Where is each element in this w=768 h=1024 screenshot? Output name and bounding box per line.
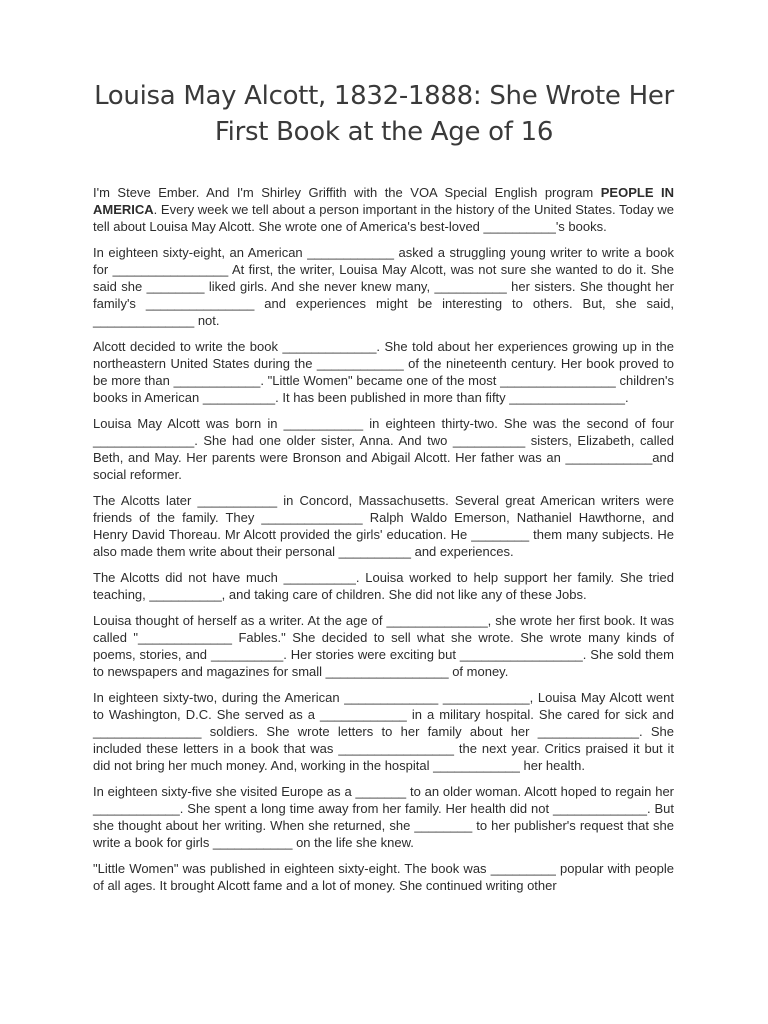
paragraph: In eighteen sixty-eight, an American ____________ asked a struggling young writer to write a book for ________________ At first, the writer, Louisa May Alcott, was not sure she wanted to do it. She said she ________ liked girls. And she never knew many, __________ her sisters. She thought her family's _______________ and experiences might be interesting to others. But, she said, ______________ not. [93, 245, 674, 328]
paragraph: The Alcotts did not have much __________. Louisa worked to help support her family. She tried teaching, __________, and taking care of children. She did not like any of these Jobs. [93, 570, 674, 602]
paragraph: The Alcotts later ___________ in Concord, Massachusetts. Several great American writers were friends of the family. They ______________ Ralph Waldo Emerson, Nathaniel Hawthorne, and Henry David Thoreau. Mr Alcott provided the girls' education. He ________ them many subjects. He also made them write about their personal __________ and experiences. [93, 493, 674, 559]
intro-text: I'm Steve Ember. And I'm Shirley Griffith with the VOA Special English program [93, 185, 601, 200]
paragraph-intro [93, 184, 674, 235]
paragraph: Alcott decided to write the book _____________. She told about her experiences growing up in the northeastern United States during the ____________ of the nineteenth century. Her book proved to be more than ____________. "Little Women" became one of the most ________________ children's books in American __________. It has been published in more than fifty ________________. [93, 339, 674, 405]
paragraph: "Little Women" was published in eighteen sixty-eight. The book was _________ popular with people of all ages. It brought Alcott fame and a lot of money. She continued writing other [93, 861, 674, 893]
title-line-2: First Book at the Age of 16 [214, 117, 554, 147]
title-line-1: Louisa May Alcott, 1832-1888: She Wrote Her [94, 81, 674, 111]
page-title [60, 78, 708, 150]
paragraph: Louisa May Alcott was born in ___________ in eighteen thirty-two. She was the second of four ______________. She had one older sister, Anna. And two __________ sisters, Elizabeth, called Beth, and May. Her parents were Bronson and Abigail Alcott. Her father was an ____________and social reformer. [93, 416, 674, 482]
paragraph: In eighteen sixty-two, during the American _____________ ____________, Louisa May Alcott went to Washington, D.C. She served as a ____________ in a military hospital. She cared for sick and _______________ soldiers. She wrote letters to her family about her ______________. She included these letters in a book that was ________________ the next year. Critics praised it but it did not bring her much money. And, working in the hospital ____________ her health. [93, 690, 674, 773]
article-body [93, 184, 674, 903]
paragraph: In eighteen sixty-five she visited Europe as a _______ to an older woman. Alcott hoped to regain her ____________. She spent a long time away from her family. Her health did not _____________. But she thought about her writing. When she returned, she ________ to her publisher's request that she write a book for girls ___________ on the life she knew. [93, 784, 674, 850]
program-name: PEOPLE IN AMERICA [93, 185, 674, 217]
paragraph: Louisa thought of herself as a writer. At the age of ______________, she wrote her first book. It was called "_____________ Fables." She decided to sell what she wrote. She wrote many kinds of poems, stories, and __________. Her stories were exciting but _________________. She sold them to newspapers and magazines for small _________________ of money. [93, 613, 674, 679]
intro-text-cont: . Every week we tell about a person important in the history of the United States. Today we tell about Louisa May Alcott. She wrote one of America's best-loved __________'s books. [93, 202, 674, 234]
